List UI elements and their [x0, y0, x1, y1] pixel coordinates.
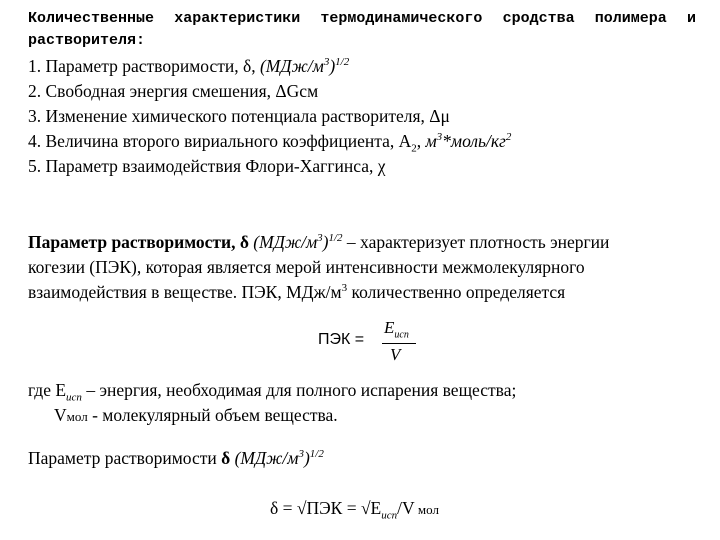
list-item: 4. Величина второго вириального коэффициента, $А_2$, $м^3*моль/кг^2$	[28, 131, 512, 155]
where-definitions: где $Е_{исп}$ – энергия, необходимая для полного испарения вещества; Vмол - молекулярный объем вещества.	[28, 380, 517, 425]
formula-lhs: ПЭК =	[318, 331, 365, 348]
characteristics-list	[28, 54, 696, 179]
solubility-parameter-line: Параметр растворимости δ $(МДж/м^3)^{1/2}$	[28, 448, 324, 468]
ced-formula	[318, 318, 458, 370]
delta-formula: $\delta = √ПЭК = √Е_{исп}/V$ мол	[270, 498, 439, 522]
slide-heading: Количественные характеристики термодинамического сродства полимера и растворителя:	[28, 10, 696, 49]
fraction-bar	[382, 343, 416, 344]
solubility-parameter-paragraph: Параметр растворимости, δ $(МДж/м^3)^{1/2}$ – характеризует плотность энергии когезии (ПЭК), которая является мерой интенсивности межмолекулярного взаимодействия в веществе. ПЭК, МДж/$м^3$ количественно определяется	[28, 232, 610, 302]
list-item: 2. Свободная энергия смешения, ΔGсм	[28, 81, 319, 101]
list-item: 3. Изменение химического потенциала растворителя, Δμ	[28, 106, 450, 126]
list-item: 1. Параметр растворимости, δ, $(МДж/м^3)^{1/2}$	[28, 56, 350, 76]
formula-numerator: $E_{исп}$	[384, 318, 409, 341]
list-item: 5. Параметр взаимодействия Флори-Хаггинса, χ	[28, 156, 386, 176]
formula-denominator: V	[390, 345, 401, 364]
